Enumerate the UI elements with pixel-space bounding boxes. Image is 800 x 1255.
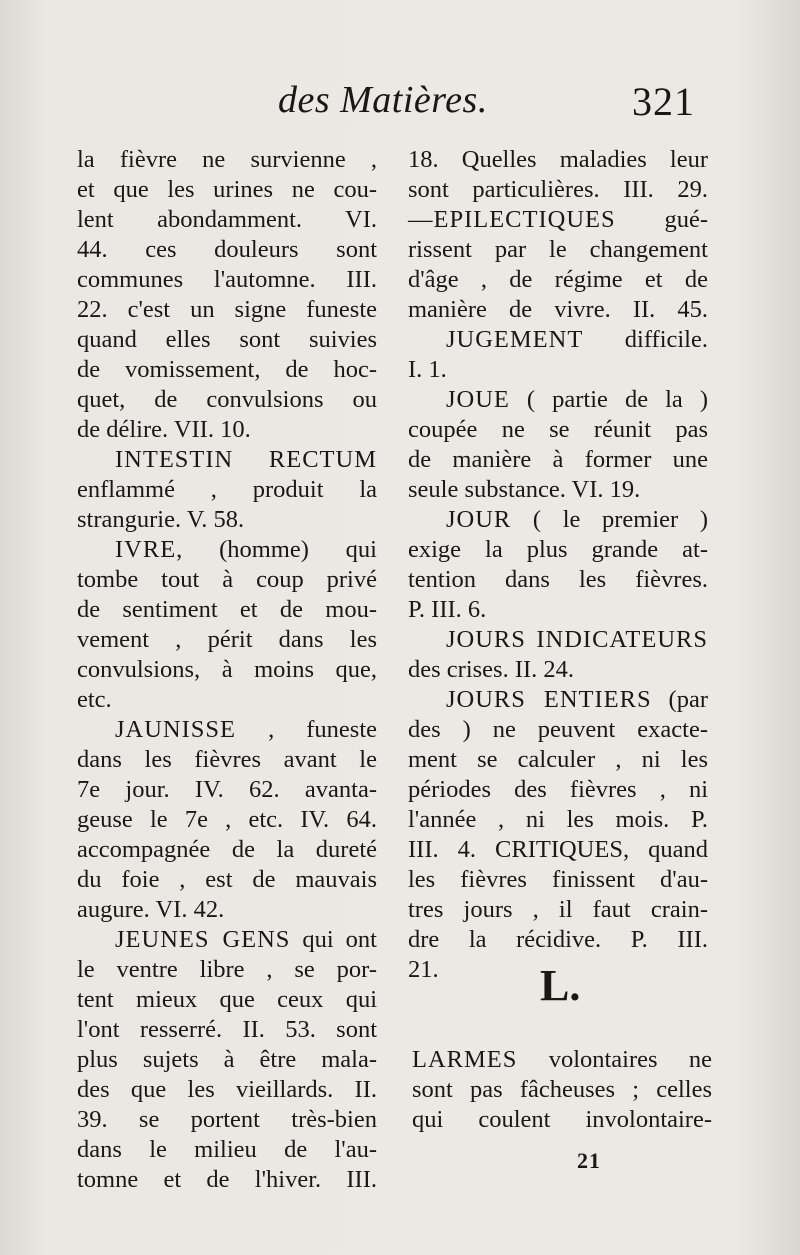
- right-lower-text: [412, 1045, 712, 1135]
- text-line: des crises. II. 24.: [408, 656, 575, 683]
- text-line: dans les fièvres avant le: [77, 746, 377, 773]
- text-line: INTESTIN RECTUM: [115, 446, 377, 473]
- text-line: seule substance. VI. 19.: [408, 476, 641, 503]
- text-line: accompagnée de la dureté: [77, 836, 377, 863]
- text-line: de manière à former une: [408, 446, 708, 473]
- text-line: 7e jour. IV. 62. avanta-: [77, 776, 377, 803]
- text-line: de sentiment et de mou-: [77, 596, 377, 623]
- text-line: ment se calculer , ni les: [408, 746, 708, 773]
- text-line: 39. se portent très-bien: [77, 1106, 377, 1133]
- printer-signature-mark: 21: [577, 1148, 601, 1173]
- text-line: coupée ne se réunit pas: [408, 416, 708, 443]
- text-line: JAUNISSE , funeste: [115, 716, 377, 743]
- right-text-column: [408, 145, 708, 985]
- text-line: 18. Quelles maladies leur: [408, 146, 708, 173]
- text-line: tent mieux que ceux qui: [77, 986, 377, 1013]
- text-line: JOURS ENTIERS (par: [446, 686, 708, 713]
- text-line: JOURS INDICATEURS: [446, 626, 708, 653]
- text-line: lent abondamment. VI.: [77, 206, 377, 233]
- text-line: P. III. 6.: [408, 596, 487, 623]
- text-line: enflammé , produit la: [77, 476, 377, 503]
- text-line: de vomissement, de hoc-: [77, 356, 377, 383]
- text-line: sont pas fâcheuses ; celles: [412, 1076, 712, 1103]
- left-text-column: [77, 145, 377, 1195]
- text-line: tombe tout à coup privé: [77, 566, 377, 593]
- text-line: dre la récidive. P. III.: [408, 926, 708, 953]
- text-line: l'ont resserré. II. 53. sont: [77, 1016, 377, 1043]
- text-line: IVRE, (homme) qui: [115, 536, 377, 563]
- text-line: tention dans les fièvres.: [408, 566, 708, 593]
- text-line: LARMES volontaires ne: [412, 1046, 712, 1073]
- text-line: du foie , est de mauvais: [77, 866, 377, 893]
- page-number: 321: [632, 79, 695, 124]
- text-line: III. 4. CRITIQUES, quand: [408, 836, 708, 863]
- text-line: augure. VI. 42.: [77, 896, 225, 923]
- text-line: manière de vivre. II. 45.: [408, 296, 708, 323]
- text-line: rissent par le changement: [408, 236, 708, 263]
- text-line: les fièvres finissent d'au-: [408, 866, 708, 893]
- text-line: l'année , ni les mois. P.: [408, 806, 708, 833]
- text-line: etc.: [77, 686, 112, 713]
- text-line: dans le milieu de l'au-: [77, 1136, 377, 1163]
- text-line: vement , périt dans les: [77, 626, 377, 653]
- text-line: des ) ne peuvent exacte-: [408, 716, 708, 743]
- text-line: plus sujets à être mala-: [77, 1046, 377, 1073]
- text-line: convulsions, à moins que,: [77, 656, 377, 683]
- running-title: des Matières.: [278, 79, 488, 121]
- text-line: qui coulent involontaire-: [412, 1106, 712, 1133]
- text-line: I. 1.: [408, 356, 447, 383]
- text-line: JOUE ( partie de la ): [446, 386, 708, 413]
- text-line: et que les urines ne cou-: [77, 176, 377, 203]
- text-line: 44. ces douleurs sont: [77, 236, 377, 263]
- text-line: geuse le 7e , etc. IV. 64.: [77, 806, 377, 833]
- text-line: exige la plus grande at-: [408, 536, 708, 563]
- page-header: [0, 78, 800, 138]
- text-line: JEUNES GENS qui ont: [115, 926, 377, 953]
- text-line: tres jours , il faut crain-: [408, 896, 708, 923]
- text-line: strangurie. V. 58.: [77, 506, 245, 533]
- text-line: 21.: [408, 956, 439, 983]
- text-line: de délire. VII. 10.: [77, 416, 251, 443]
- text-line: quet, de convulsions ou: [77, 386, 377, 413]
- text-line: —EPILECTIQUES gué-: [408, 206, 708, 233]
- text-line: communes l'automne. III.: [77, 266, 377, 293]
- text-line: JUGEMENT difficile.: [446, 326, 708, 353]
- text-line: la fièvre ne survienne ,: [77, 146, 377, 173]
- section-letter-heading: L.: [540, 961, 581, 1010]
- text-line: le ventre libre , se por-: [77, 956, 377, 983]
- text-line: des que les vieillards. II.: [77, 1076, 377, 1103]
- text-line: JOUR ( le premier ): [446, 506, 708, 533]
- text-line: quand elles sont suivies: [77, 326, 377, 353]
- text-line: d'âge , de régime et de: [408, 266, 708, 293]
- text-line: tomne et de l'hiver. III.: [77, 1166, 377, 1193]
- text-line: périodes des fièvres , ni: [408, 776, 708, 803]
- text-line: 22. c'est un signe funeste: [77, 296, 377, 323]
- text-line: sont particulières. III. 29.: [408, 176, 708, 203]
